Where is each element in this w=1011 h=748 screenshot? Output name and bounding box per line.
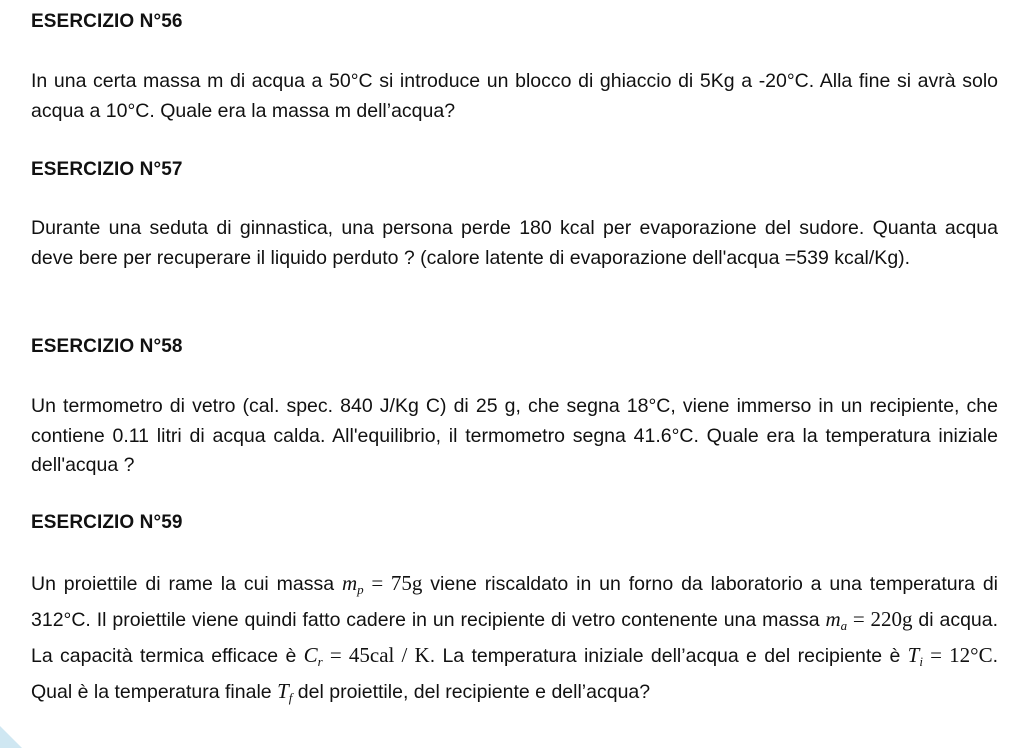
exercise-56-title: ESERCIZIO N°56 — [31, 11, 183, 32]
exercise-59-text-part-1: Un proiettile di rame la cui massa — [31, 573, 342, 595]
formula-final-temperature: $T_f$ — [277, 679, 293, 705]
formula-projectile-mass: $m_p = 75g$ — [341, 571, 423, 597]
corner-decoration — [0, 726, 22, 748]
exercise-57-text: Durante una seduta di ginnastica, una persona perde 180 kcal per evaporazione del sudore. Quanta acqua deve bere per recuperare il liquido perduto ? (calore latente di evaporazione dell'acqua =539 kcal/Kg). — [31, 217, 998, 269]
exercise-59-text-part-6: del proiettile, del recipiente e dell’acqua? — [292, 681, 651, 703]
exercise-57-title: ESERCIZIO N°57 — [31, 159, 183, 180]
exercise-59-title: ESERCIZIO N°59 — [31, 512, 183, 533]
formula-initial-temperature: $T_i = 12^\circ C$ — [907, 643, 993, 669]
formula-heat-capacity: $C_r = 45cal / K$ — [303, 643, 430, 669]
formula-water-mass: $m_a = 220g$ — [825, 607, 913, 633]
exercise-59-text-part-2: viene riscaldato in un forno da laboratorio a una temperatura di 312°C. Il proiettile viene quindi fatto cadere in un recipiente di vetro contenente una massa — [31, 573, 999, 631]
exercise-59-text-part-3: di acqua. La capacità termica efficace è — [31, 609, 999, 667]
exercise-59-text-part-5: . Qual è la temperatura finale — [31, 645, 998, 703]
exercise-59-text-part-4: . La temperatura iniziale dell’acqua e del recipiente è — [429, 645, 908, 667]
exercise-58-text: Un termometro di vetro (cal. spec. 840 J/Kg C) di 25 g, che segna 18°C, viene immerso in un recipiente, che contiene 0.11 litri di acqua calda. All'equilibrio, il termometro segna 41.6°C. Quale era la temperatura iniziale dell'acqua ? — [31, 395, 998, 476]
exercise-56-text: In una certa massa m di acqua a 50°C si introduce un blocco di ghiaccio di 5Kg a -20°C. Alla fine si avrà solo acqua a 10°C. Quale era la massa m dell’acqua? — [31, 70, 998, 122]
exercise-59-text — [31, 566, 998, 710]
exercise-58-title: ESERCIZIO N°58 — [31, 336, 183, 357]
